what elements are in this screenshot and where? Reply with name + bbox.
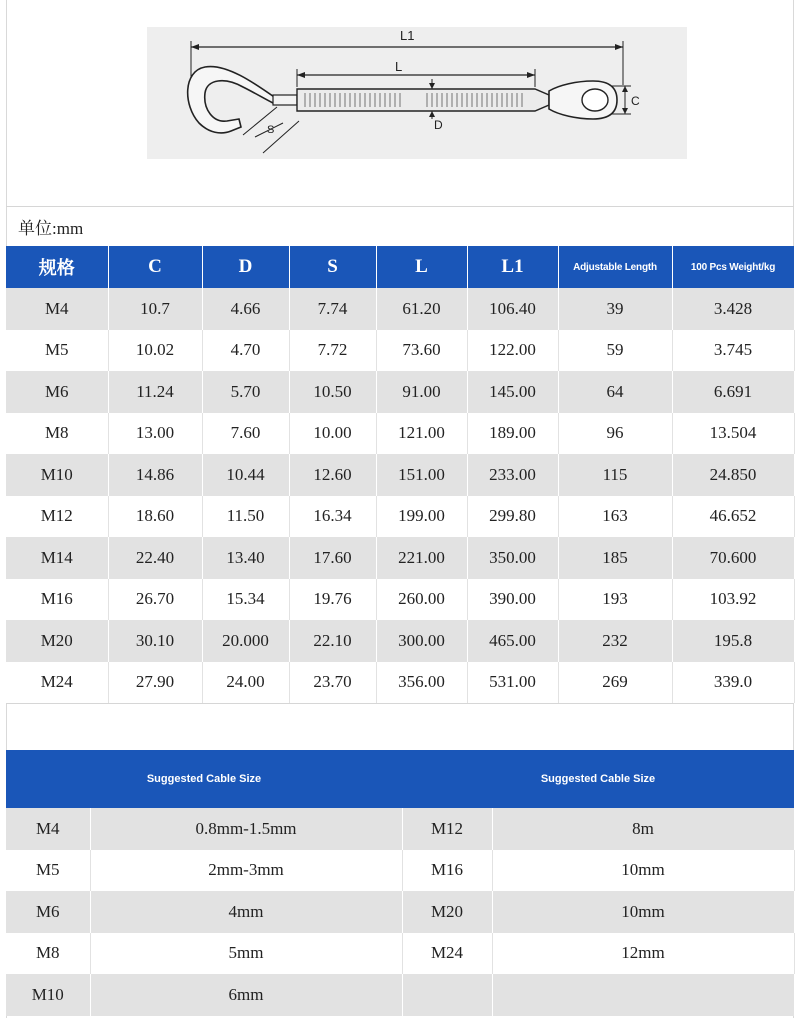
table-row (6, 330, 794, 372)
cable-size-value: 8m (492, 808, 794, 850)
cable-size-value: 12mm (492, 933, 794, 975)
table-cell: 59 (558, 330, 672, 372)
spec-table (6, 246, 795, 703)
cable-header-row (6, 750, 794, 808)
table-row (6, 850, 794, 892)
table-cell: 145.00 (467, 371, 558, 413)
table-cell: 10.44 (202, 454, 289, 496)
table-cell: 339.0 (672, 662, 794, 704)
d-label: D (434, 118, 443, 132)
table-cell: M4 (6, 288, 108, 330)
cable-size-table (6, 750, 795, 1016)
cable-size-spec: M4 (6, 808, 90, 850)
table-cell: 14.86 (108, 454, 202, 496)
table-row (6, 620, 794, 662)
cable-size-value: 0.8mm-1.5mm (90, 808, 402, 850)
cable-size-value: 10mm (492, 891, 794, 933)
divider (6, 703, 794, 704)
table-cell: 13.00 (108, 413, 202, 455)
table-cell: 12.60 (289, 454, 376, 496)
header-s: S (289, 246, 376, 288)
l-label: L (395, 59, 403, 74)
s-label: S (267, 124, 275, 136)
table-cell: 390.00 (467, 579, 558, 621)
table-cell: 189.00 (467, 413, 558, 455)
table-row (6, 662, 794, 704)
table-cell: 151.00 (376, 454, 467, 496)
table-cell: 163 (558, 496, 672, 538)
cable-size-spec: M5 (6, 850, 90, 892)
cable-size-value (492, 974, 794, 1016)
table-cell: 18.60 (108, 496, 202, 538)
table-cell: 64 (558, 371, 672, 413)
header-c: C (108, 246, 202, 288)
table-cell: 7.60 (202, 413, 289, 455)
table-cell: 39 (558, 288, 672, 330)
cable-size-spec: M12 (402, 808, 492, 850)
table-cell: 73.60 (376, 330, 467, 372)
table-cell: 185 (558, 537, 672, 579)
table-cell: 26.70 (108, 579, 202, 621)
table-row (6, 454, 794, 496)
header-weight: 100 Pcs Weight/kg (672, 246, 794, 288)
table-cell: 96 (558, 413, 672, 455)
table-row (6, 579, 794, 621)
table-cell: 5.70 (202, 371, 289, 413)
table-cell: 22.10 (289, 620, 376, 662)
table-cell: 22.40 (108, 537, 202, 579)
c-label: C (631, 94, 640, 108)
table-row (6, 537, 794, 579)
l1-label: L1 (400, 28, 415, 43)
header-l1: L1 (467, 246, 558, 288)
table-cell: 11.50 (202, 496, 289, 538)
table-cell: 30.10 (108, 620, 202, 662)
header-l: L (376, 246, 467, 288)
cable-header-right: Suggested Cable Size (402, 750, 794, 808)
table-cell: 13.504 (672, 413, 794, 455)
table-cell: M14 (6, 537, 108, 579)
table-row (6, 371, 794, 413)
table-cell: 24.850 (672, 454, 794, 496)
table-cell: 232 (558, 620, 672, 662)
cable-size-value: 4mm (90, 891, 402, 933)
cable-size-value: 5mm (90, 933, 402, 975)
table-cell: 4.70 (202, 330, 289, 372)
table-cell: 27.90 (108, 662, 202, 704)
cable-size-spec: M10 (6, 974, 90, 1016)
cable-header-left: Suggested Cable Size (6, 750, 402, 808)
table-cell: 46.652 (672, 496, 794, 538)
table-cell: 106.40 (467, 288, 558, 330)
unit-label: 单位:mm (18, 219, 84, 238)
table-cell: 6.691 (672, 371, 794, 413)
table-cell: 3.745 (672, 330, 794, 372)
table-row (6, 891, 794, 933)
divider (6, 206, 794, 207)
table-cell: 91.00 (376, 371, 467, 413)
table-cell: 7.72 (289, 330, 376, 372)
cable-size-spec: M16 (402, 850, 492, 892)
table-cell: 221.00 (376, 537, 467, 579)
table-cell: 19.76 (289, 579, 376, 621)
turnbuckle-diagram (147, 27, 687, 159)
table-cell: 269 (558, 662, 672, 704)
table-cell: 103.92 (672, 579, 794, 621)
table-cell: 356.00 (376, 662, 467, 704)
table-cell: 10.00 (289, 413, 376, 455)
table-cell: 121.00 (376, 413, 467, 455)
table-cell: 300.00 (376, 620, 467, 662)
table-row (6, 413, 794, 455)
turnbuckle-drawing (147, 27, 687, 159)
table-cell: 11.24 (108, 371, 202, 413)
header-spec: 规格 (6, 246, 108, 288)
cable-size-spec: M20 (402, 891, 492, 933)
table-cell: M6 (6, 371, 108, 413)
table-cell: 195.8 (672, 620, 794, 662)
table-cell: 4.66 (202, 288, 289, 330)
table-cell: 10.7 (108, 288, 202, 330)
table-cell: 17.60 (289, 537, 376, 579)
table-cell: 20.000 (202, 620, 289, 662)
table-cell: M16 (6, 579, 108, 621)
table-cell: M5 (6, 330, 108, 372)
table-cell: 350.00 (467, 537, 558, 579)
table-row (6, 808, 794, 850)
table-cell: 15.34 (202, 579, 289, 621)
table-cell: 16.34 (289, 496, 376, 538)
table-cell: 13.40 (202, 537, 289, 579)
table-cell: 260.00 (376, 579, 467, 621)
table-cell: 122.00 (467, 330, 558, 372)
table-cell: 10.50 (289, 371, 376, 413)
table-cell: 24.00 (202, 662, 289, 704)
table-cell: M24 (6, 662, 108, 704)
cable-size-spec: M6 (6, 891, 90, 933)
table-cell: M10 (6, 454, 108, 496)
table-cell: 7.74 (289, 288, 376, 330)
table-cell: 199.00 (376, 496, 467, 538)
table-row (6, 288, 794, 330)
table-row (6, 496, 794, 538)
table-cell: 531.00 (467, 662, 558, 704)
header-d: D (202, 246, 289, 288)
cable-size-spec: M24 (402, 933, 492, 975)
table-cell: 465.00 (467, 620, 558, 662)
table-cell: M20 (6, 620, 108, 662)
cable-size-spec: M8 (6, 933, 90, 975)
table-cell: M8 (6, 413, 108, 455)
table-cell: 193 (558, 579, 672, 621)
table-cell: 61.20 (376, 288, 467, 330)
cable-size-spec (402, 974, 492, 1016)
table-cell: 70.600 (672, 537, 794, 579)
table-cell: 299.80 (467, 496, 558, 538)
header-adjustable-length: Adjustable Length (558, 246, 672, 288)
table-cell: 3.428 (672, 288, 794, 330)
spec-header-row (6, 246, 794, 288)
table-cell: 23.70 (289, 662, 376, 704)
table-cell: 10.02 (108, 330, 202, 372)
cable-size-value: 6mm (90, 974, 402, 1016)
cable-size-value: 2mm-3mm (90, 850, 402, 892)
cable-size-value: 10mm (492, 850, 794, 892)
table-cell: 233.00 (467, 454, 558, 496)
table-row (6, 974, 794, 1016)
table-row (6, 933, 794, 975)
table-cell: 115 (558, 454, 672, 496)
table-cell: M12 (6, 496, 108, 538)
